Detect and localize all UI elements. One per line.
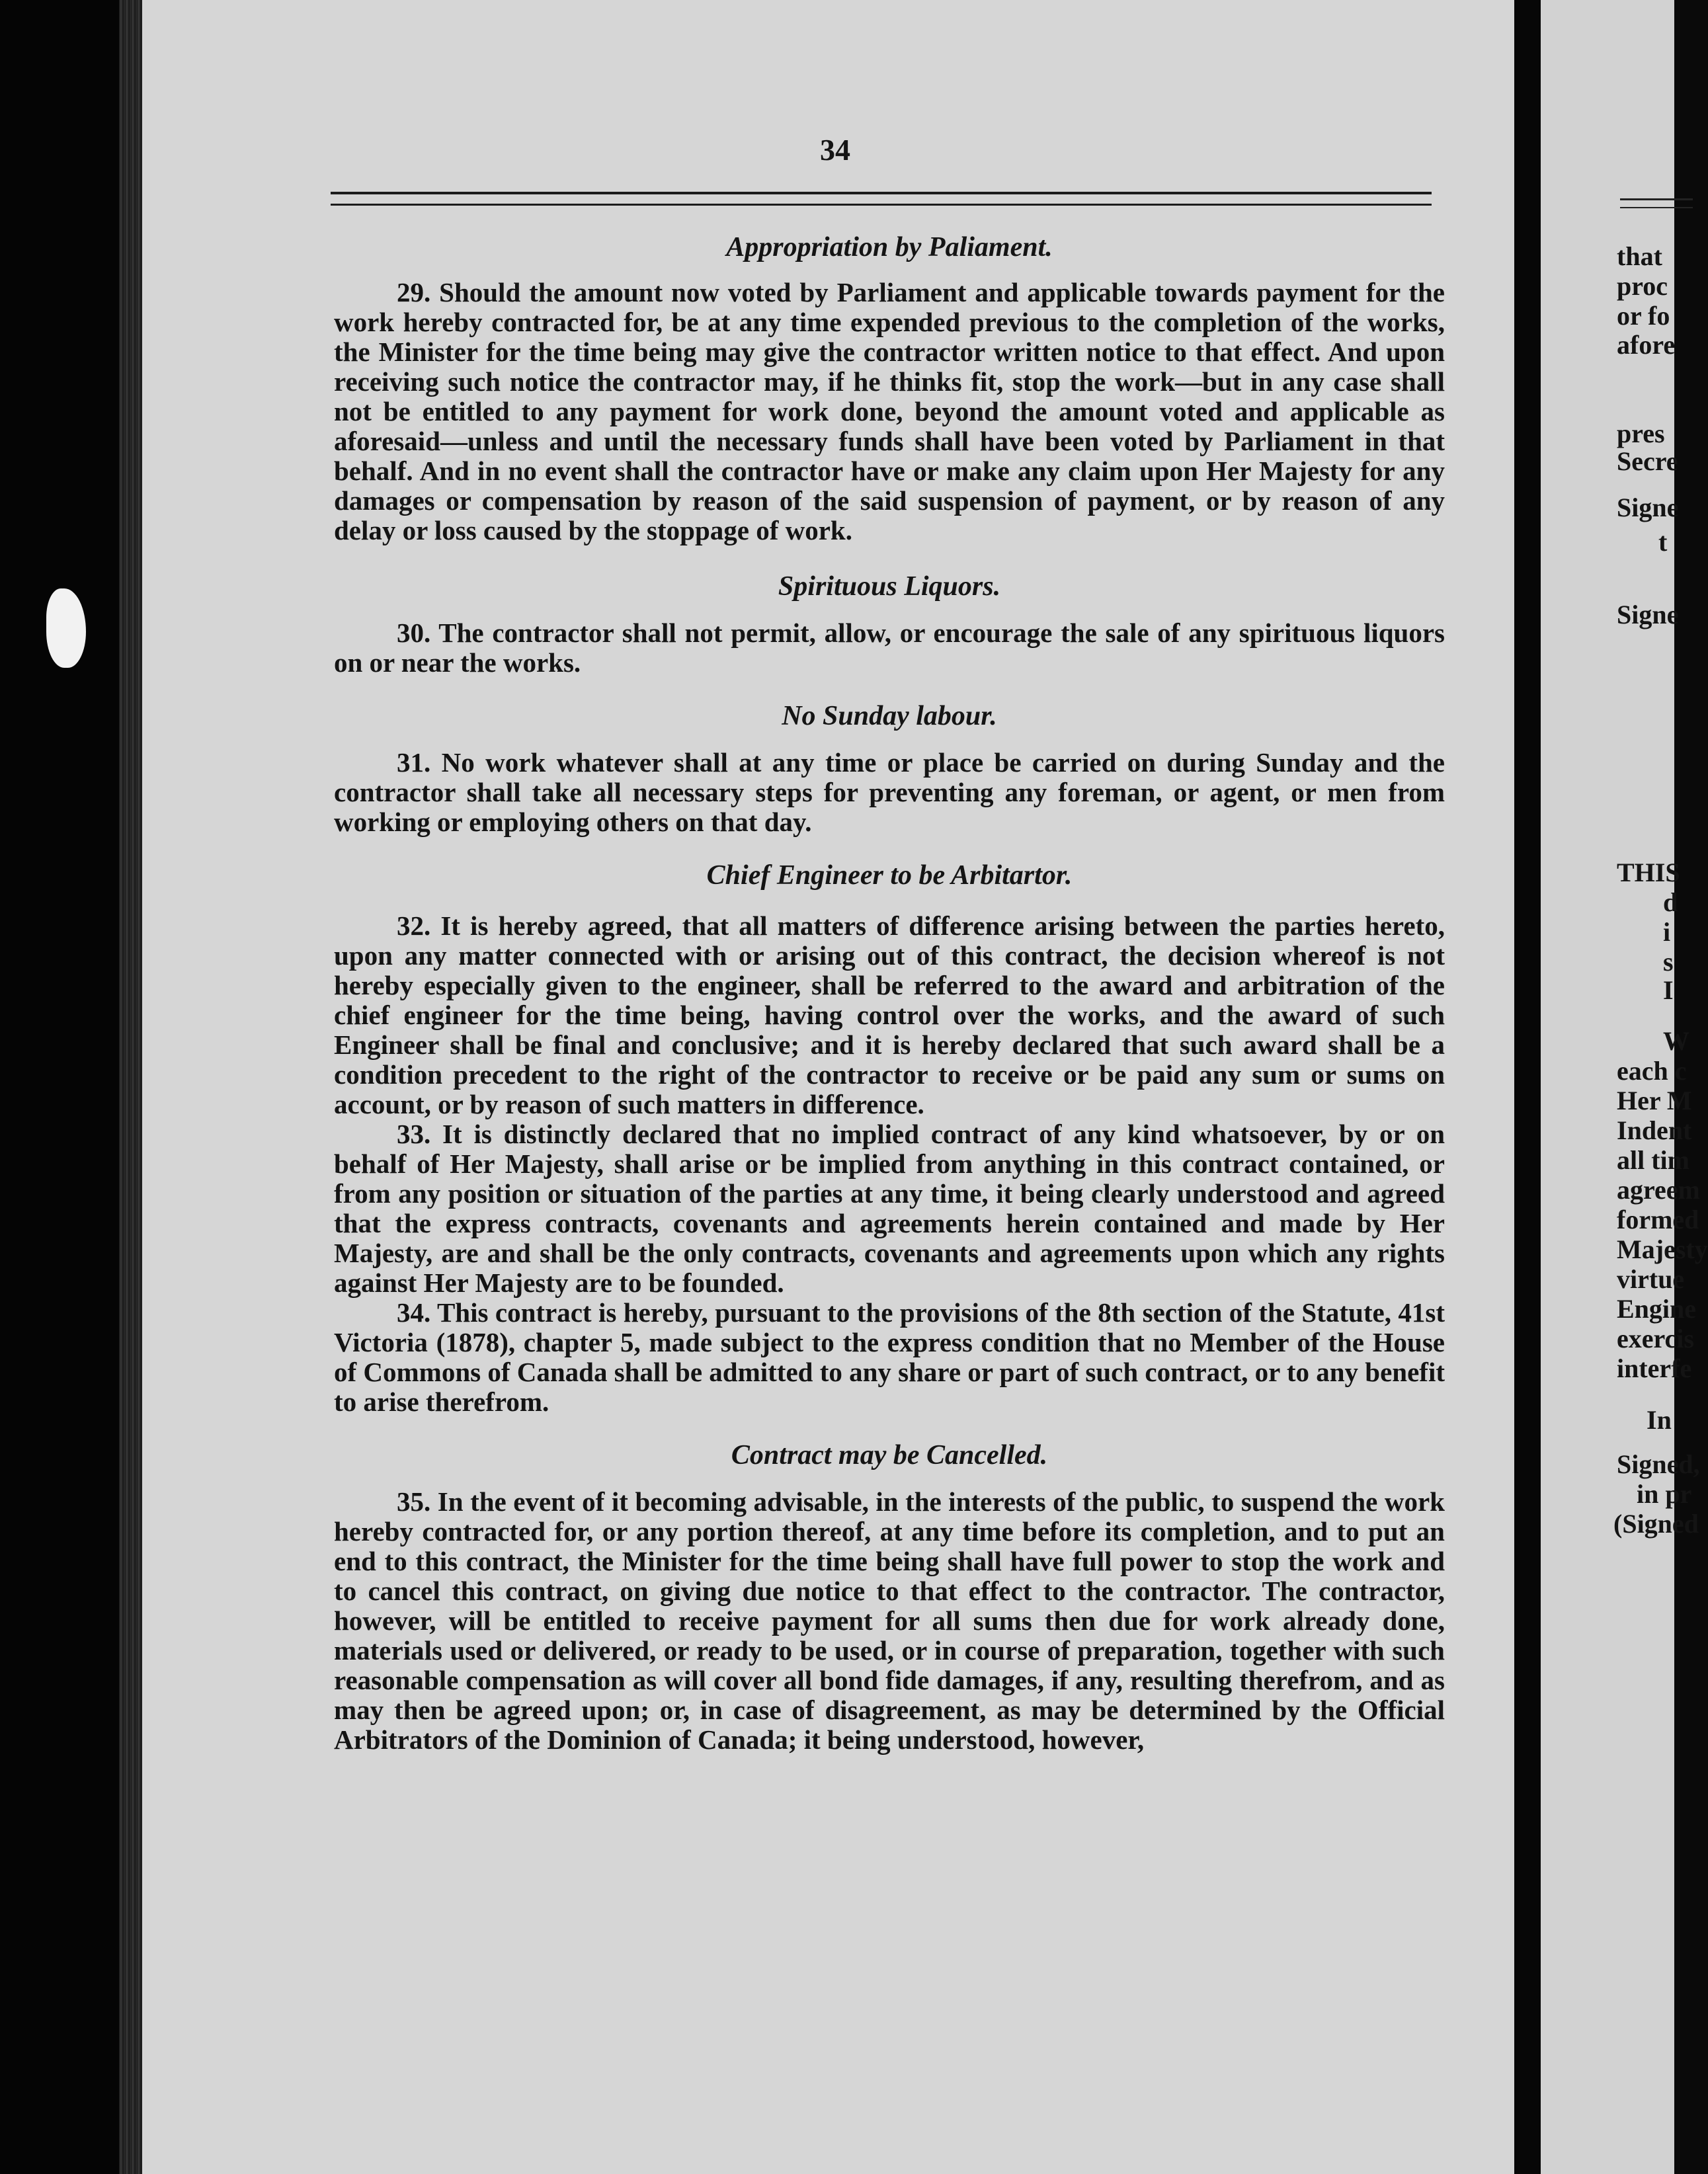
adjacent-fragment: that <box>1617 241 1662 271</box>
section-heading: Appropriation by Paliament. <box>726 232 1053 262</box>
adjacent-fragment: s <box>1663 947 1674 977</box>
adjacent-fragment: In <box>1647 1405 1672 1435</box>
adjacent-fragment: t <box>1658 527 1668 557</box>
section-heading: Contract may be Cancelled. <box>731 1440 1048 1470</box>
adjacent-fragment: Engine <box>1617 1294 1697 1324</box>
adjacent-fragment: Signe <box>1617 493 1679 522</box>
adjacent-fragment: THIS <box>1617 858 1680 887</box>
adjacent-fragment: I <box>1663 975 1674 1005</box>
page-number: 34 <box>820 133 850 167</box>
clause-29: 29. Should the amount now voted by Parliament and applicable towards payment for the work hereby contracted for, be at any time expended previous to the completion of the works, the Minister for the time being may give the contractor written notice to that effect. And upon receiving such notice the contractor may, if he thinks fit, stop the work—but in any case shall not be entitled to any payment for work done, beyond the amount voted and applicable as aforesaid—unless and until the necessary funds shall have been voted by Parliament in that behalf. And in no event shall the contractor have or make any claim upon Her Majesty for any damages or compensation by reason of the said suspension of payment, or by reason of any delay or loss caused by the stoppage of work. <box>334 277 1445 545</box>
adjacent-fragment: in pr <box>1637 1479 1692 1509</box>
section-heading: No Sunday labour. <box>782 701 997 731</box>
page-body <box>334 231 1445 1755</box>
clause-33: 33. It is distinctly declared that no implied contract of any kind whatsoever, by or on behalf of Her Majesty, shall arise or be implied from anything in this contract contained, or from any position or situation of the parties at any time, it being clearly understood and agreed that the express contracts, covenants and agreements herein contained and made by Her Majesty, are and shall be the only contracts, covenants and agreements upon which any rights against Her Majesty are to be founded. <box>334 1119 1445 1298</box>
adjacent-fragment: agreem <box>1617 1175 1700 1205</box>
section-heading: Chief Engineer to be Arbitartor. <box>706 860 1073 891</box>
adjacent-fragment: all tim <box>1617 1145 1689 1175</box>
header-double-rule <box>331 192 1432 206</box>
adjacent-fragment: i <box>1663 917 1671 947</box>
section-heading: Spirituous Liquors. <box>778 571 1001 602</box>
clause-34: 34. This contract is hereby, pursuant to the provisions of the 8th section of the Statute, 41st Victoria (1878), chapter 5, made subject to the express condition that no Member of the House of Commons of Canada shall be admitted to any share or part of such contract, or to any benefit to arise therefrom. <box>334 1297 1445 1417</box>
adjacent-fragment: interfe <box>1617 1353 1692 1383</box>
adjacent-fragment: proc <box>1617 271 1668 301</box>
adjacent-fragment: Majesty <box>1617 1234 1708 1264</box>
adjacent-fragment: d <box>1663 887 1678 917</box>
adjacent-fragment: Her M <box>1617 1086 1692 1115</box>
adjacent-fragment: formed <box>1617 1205 1699 1234</box>
adjacent-page-edge <box>1541 0 1708 2174</box>
clause-32: 32. It is hereby agreed, that all matters of difference arising between the parties hereto, upon any matter connected with or arising out of this contract, the decision whereof is not hereby especially given to the engineer, shall be referred to the award and arbitration of the chief engineer for the time being, having control over the works, and the award of such Engineer shall be final and conclusive; and it is hereby declared that such award shall be a condition precedent to the right of the contractor to receive or be paid any sum or sums on account, or by reason of such matters in difference. <box>334 910 1445 1119</box>
adjacent-fragment: virtue <box>1617 1264 1685 1294</box>
adjacent-fragment: Signe <box>1617 600 1679 629</box>
adjacent-fragment: Signed, <box>1617 1449 1700 1479</box>
adjacent-fragment: or fo <box>1617 301 1670 331</box>
adjacent-fragment: exercis <box>1617 1324 1694 1353</box>
adjacent-fragment: Secre <box>1617 446 1678 476</box>
adjacent-fragment: pres <box>1617 419 1665 448</box>
adjacent-fragment: Indent <box>1617 1115 1692 1145</box>
adjacent-page-rule <box>1620 198 1693 208</box>
clause-30: 30. The contractor shall not permit, allow, or encourage the sale of any spirituous liquors on or near the works. <box>334 618 1445 678</box>
adjacent-fragment: afore <box>1617 330 1676 360</box>
adjacent-fragment: (Signed <box>1613 1509 1699 1539</box>
book-gutter <box>1514 0 1541 2174</box>
clause-35: 35. In the event of it becoming advisable, in the interests of the public, to suspend the work hereby contracted for, or any portion thereof, at any time before its completion, and to put an end to this contract, the Minister for the time being shall have full power to stop the work and to cancel this contract, on giving due notice to that effect to the contractor. The contractor, however, will be entitled to receive payment for all sums then due for work already done, materials used or delivered, or ready to be used, or in course of preparation, together with such reasonable compensation as will cover all bond fide damages, if any, resulting therefrom, and as may then be agreed upon; or, in case of disagreement, as may be determined by the Official Arbitrators of the Dominion of Canada; it being understood, however, <box>334 1486 1445 1755</box>
adjacent-fragment: W <box>1663 1026 1689 1056</box>
clause-31: 31. No work whatever shall at any time or place be carried on during Sunday and the contractor shall take all necessary steps for preventing any foreman, or agent, or men from working or employing others on that day. <box>334 747 1445 837</box>
adjacent-fragment: each c <box>1617 1056 1687 1086</box>
scan-border-left <box>0 0 136 2174</box>
